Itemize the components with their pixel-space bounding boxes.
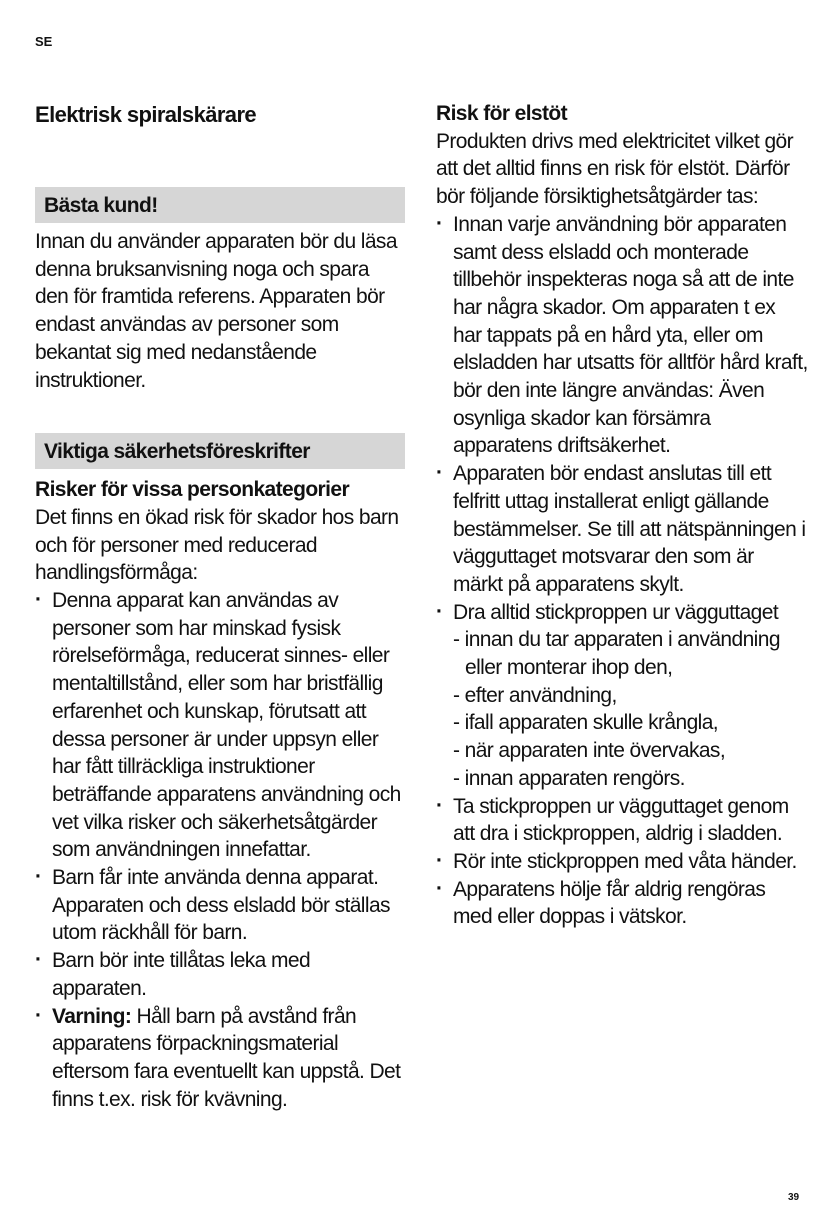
electric-shock-heading: Risk för elstöt (436, 102, 568, 125)
list-item: · Apparaten bör endast anslutas till ett felfritt uttag installerat enligt gällande bestämmelser. Se till att nätspänningen i vägguttaget motsvarar den som är märkt på apparatens skylt. (436, 460, 808, 599)
list-item: · Innan varje användning bör apparaten samt dess elsladd och monterade tillbehör inspekteras noga så att de inte har några skador. Om apparaten t ex har tappats på en hård yta, eller om elsladden har utsatts för alltför hård kraft, bör den inte längre användas: Även osynliga skador kan försämra apparatens driftsäkerhet. (436, 211, 808, 460)
unplug-case: - efter användning, (453, 683, 617, 707)
warning-text: Håll barn på avstånd från apparatens förpackningsmaterial eftersom fara eventuellt kan uppstå. Det finns t.ex. risk för kvävning. (52, 1004, 401, 1111)
list-item: · Rör inte stickproppen med våta händer. (436, 848, 808, 876)
list-item: · Barn bör inte tillåtas leka med apparaten. (35, 947, 405, 1002)
document-title: Elektrisk spiralskärare (35, 102, 257, 127)
risk-groups-list (35, 587, 405, 1113)
intro-paragraph: Innan du använder apparaten bör du läsa denna bruksanvisning noga och spara den för framtida referens. Apparaten bör endast användas av personer som bekantat sig med nedanstående instruktioner. (35, 230, 397, 392)
language-code: SE (35, 34, 53, 49)
risk-groups-intro: Det finns en ökad risk för skador hos barn och för personer med reducerad handlingsförmåga: (35, 505, 399, 585)
safety-heading: Viktiga säkerhetsföreskrifter (35, 433, 405, 469)
right-column (436, 100, 808, 931)
unplug-case: - ifall apparaten skulle krångla, (453, 711, 719, 735)
unplug-case: - innan du tar apparaten i användning eller monterar ihop den, (453, 628, 780, 680)
warning-item (35, 1003, 405, 1114)
list-item: · Ta stickproppen ur vägguttaget genom att dra i stickproppen, aldrig i sladden. (436, 793, 808, 848)
unplug-item (436, 599, 808, 793)
electric-shock-list (436, 211, 808, 931)
left-column (35, 100, 405, 1113)
electric-shock-intro: Produkten drivs med elektricitet vilket gör att det alltid finns en risk för elstöt. Därför bör följande försiktighetsåtgärder tas: (436, 129, 794, 209)
warning-label: Varning: (52, 1004, 132, 1028)
unplug-text: Dra alltid stickproppen ur vägguttaget (453, 600, 779, 624)
unplug-case: - när apparaten inte övervakas, (453, 739, 726, 763)
list-item: · Denna apparat kan användas av personer som har minskad fysisk rörelseförmåga, reducerat sinnes- eller mentaltillstånd, eller som har bristfällig erfarenhet och kunskap, förutsatt att dessa personer är under uppsyn eller har fått tillräckliga instruktioner beträffande apparatens användning och vet vilka risker och säkerhetsåtgärder som användningen innefattar. (35, 587, 405, 864)
risk-groups-heading: Risker för vissa personkategorier (35, 478, 350, 502)
greeting-heading: Bästa kund! (35, 187, 405, 223)
list-item: · Barn får inte använda denna apparat. Apparaten och dess elsladd bör ställas utom räckhåll för barn. (35, 864, 405, 947)
list-item: · Apparatens hölje får aldrig rengöras med eller doppas i vätskor. (436, 876, 808, 931)
unplug-case: - innan apparaten rengörs. (453, 766, 685, 790)
page-number: 39 (788, 1192, 800, 1203)
